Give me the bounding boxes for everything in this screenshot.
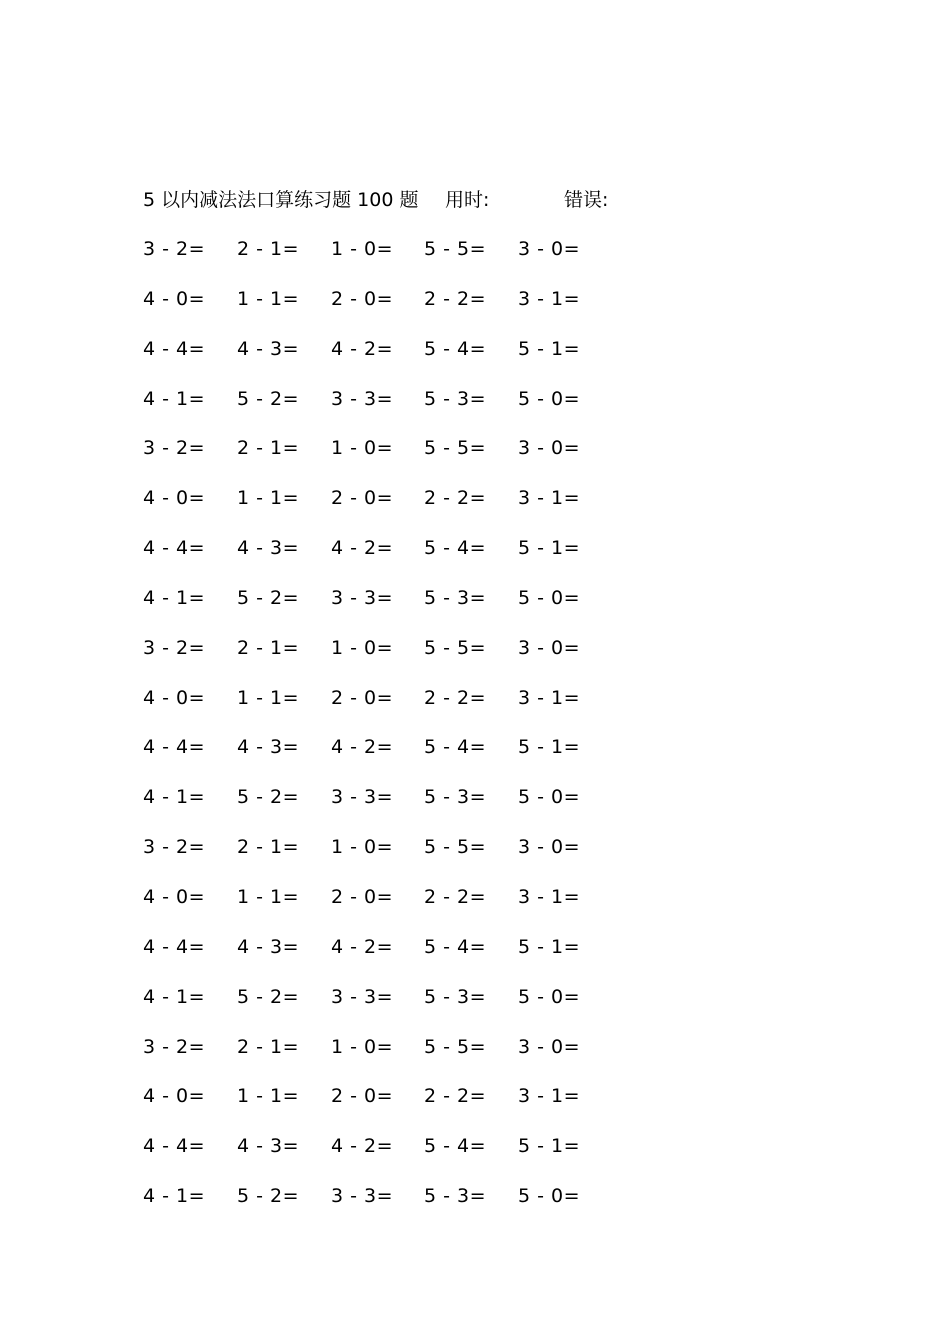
problem-cell: 5 - 2= (237, 985, 300, 1008)
problem-cell: 5 - 0= (518, 586, 581, 609)
problem-cell: 4 - 1= (143, 1185, 206, 1208)
problem-cell: 2 - 0= (331, 885, 394, 908)
problem-cell: 3 - 1= (518, 686, 581, 709)
problem-cell: 1 - 1= (237, 287, 300, 310)
problem-cell: 2 - 1= (237, 1035, 300, 1058)
problem-cell: 1 - 0= (331, 836, 394, 859)
problem-cell: 3 - 1= (518, 1085, 581, 1108)
problem-cell: 5 - 5= (424, 437, 487, 460)
problem-cell: 3 - 2= (143, 636, 206, 659)
problem-cell: 3 - 1= (518, 487, 581, 510)
problem-cell: 4 - 3= (237, 537, 300, 560)
problem-cell: 3 - 0= (518, 836, 581, 859)
problem-cell: 4 - 0= (143, 487, 206, 510)
problem-cell: 2 - 1= (237, 437, 300, 460)
problem-cell: 5 - 0= (518, 387, 581, 410)
error-count-label: 错误: (564, 189, 609, 211)
problem-cell: 4 - 1= (143, 985, 206, 1008)
problem-cell: 4 - 4= (143, 935, 206, 958)
problem-cell: 3 - 3= (331, 387, 394, 410)
problem-cell: 5 - 5= (424, 636, 487, 659)
time-used-label: 用时: (445, 189, 490, 211)
problem-cell: 4 - 4= (143, 337, 206, 360)
problem-cell: 2 - 2= (424, 287, 487, 310)
problem-cell: 5 - 2= (237, 586, 300, 609)
problem-cell: 3 - 3= (331, 1185, 394, 1208)
problem-cell: 4 - 0= (143, 885, 206, 908)
problem-cell: 5 - 0= (518, 1185, 581, 1208)
problem-cell: 5 - 1= (518, 537, 581, 560)
problem-cell: 5 - 1= (518, 337, 581, 360)
problem-cell: 5 - 4= (424, 1135, 487, 1158)
problem-cell: 2 - 2= (424, 1085, 487, 1108)
problem-cell: 4 - 0= (143, 686, 206, 709)
problem-cell: 1 - 1= (237, 1085, 300, 1108)
problem-cell: 4 - 1= (143, 786, 206, 809)
problem-cell: 4 - 4= (143, 537, 206, 560)
problem-cell: 2 - 2= (424, 686, 487, 709)
problem-cell: 3 - 2= (143, 1035, 206, 1058)
problem-cell: 4 - 0= (143, 287, 206, 310)
problem-cell: 5 - 4= (424, 736, 487, 759)
problem-cell: 4 - 2= (331, 337, 394, 360)
problem-cell: 3 - 0= (518, 238, 581, 260)
problem-cell: 3 - 3= (331, 786, 394, 809)
problem-cell: 5 - 3= (424, 586, 487, 609)
problem-cell: 1 - 0= (331, 1035, 394, 1058)
problem-cell: 4 - 3= (237, 736, 300, 759)
problem-cell: 4 - 2= (331, 537, 394, 560)
problem-cell: 5 - 3= (424, 786, 487, 809)
problem-cell: 5 - 5= (424, 836, 487, 859)
problem-cell: 4 - 1= (143, 586, 206, 609)
problem-cell: 5 - 4= (424, 935, 487, 958)
problem-cell: 3 - 2= (143, 238, 206, 260)
problem-cell: 2 - 2= (424, 885, 487, 908)
problem-cell: 2 - 0= (331, 487, 394, 510)
problem-cell: 1 - 0= (331, 437, 394, 460)
problem-cell: 3 - 0= (518, 636, 581, 659)
problem-cell: 5 - 0= (518, 985, 581, 1008)
problem-cell: 4 - 3= (237, 935, 300, 958)
problem-cell: 3 - 3= (331, 586, 394, 609)
problem-cell: 4 - 3= (237, 1135, 300, 1158)
problem-cell: 3 - 0= (518, 1035, 581, 1058)
problem-cell: 5 - 2= (237, 786, 300, 809)
problem-cell: 3 - 2= (143, 437, 206, 460)
problem-cell: 4 - 1= (143, 387, 206, 410)
problem-cell: 5 - 4= (424, 537, 487, 560)
problem-cell: 4 - 0= (143, 1085, 206, 1108)
problem-cell: 5 - 1= (518, 935, 581, 958)
problem-cell: 5 - 5= (424, 1035, 487, 1058)
problem-cell: 5 - 2= (237, 387, 300, 410)
problem-cell: 1 - 1= (237, 885, 300, 908)
problem-cell: 4 - 2= (331, 1135, 394, 1158)
problem-cell: 1 - 0= (331, 636, 394, 659)
problem-cell: 3 - 3= (331, 985, 394, 1008)
problem-cell: 5 - 1= (518, 736, 581, 759)
problem-cell: 4 - 2= (331, 736, 394, 759)
problem-cell: 3 - 0= (518, 437, 581, 460)
problem-cell: 3 - 2= (143, 836, 206, 859)
problem-cell: 4 - 3= (237, 337, 300, 360)
problem-cell: 5 - 0= (518, 786, 581, 809)
problem-cell: 2 - 1= (237, 238, 300, 260)
problem-cell: 2 - 0= (331, 287, 394, 310)
problem-cell: 1 - 0= (331, 238, 394, 260)
problem-cell: 2 - 1= (237, 836, 300, 859)
problem-cell: 5 - 1= (518, 1135, 581, 1158)
problem-cell: 5 - 3= (424, 1185, 487, 1208)
problem-cell: 4 - 4= (143, 736, 206, 759)
problem-cell: 3 - 1= (518, 287, 581, 310)
problem-cell: 5 - 5= (424, 238, 487, 260)
problem-cell: 2 - 0= (331, 1085, 394, 1108)
problem-cell: 2 - 1= (237, 636, 300, 659)
problem-cell: 4 - 2= (331, 935, 394, 958)
page-title: 5 以内减法法口算练习题 100 题 (143, 189, 419, 211)
problem-cell: 5 - 2= (237, 1185, 300, 1208)
problem-cell: 5 - 4= (424, 337, 487, 360)
problem-cell: 3 - 1= (518, 885, 581, 908)
problem-cell: 1 - 1= (237, 487, 300, 510)
problem-cell: 5 - 3= (424, 387, 487, 410)
problem-cell: 2 - 0= (331, 686, 394, 709)
problem-cell: 1 - 1= (237, 686, 300, 709)
problem-cell: 2 - 2= (424, 487, 487, 510)
problem-cell: 4 - 4= (143, 1135, 206, 1158)
problem-cell: 5 - 3= (424, 985, 487, 1008)
